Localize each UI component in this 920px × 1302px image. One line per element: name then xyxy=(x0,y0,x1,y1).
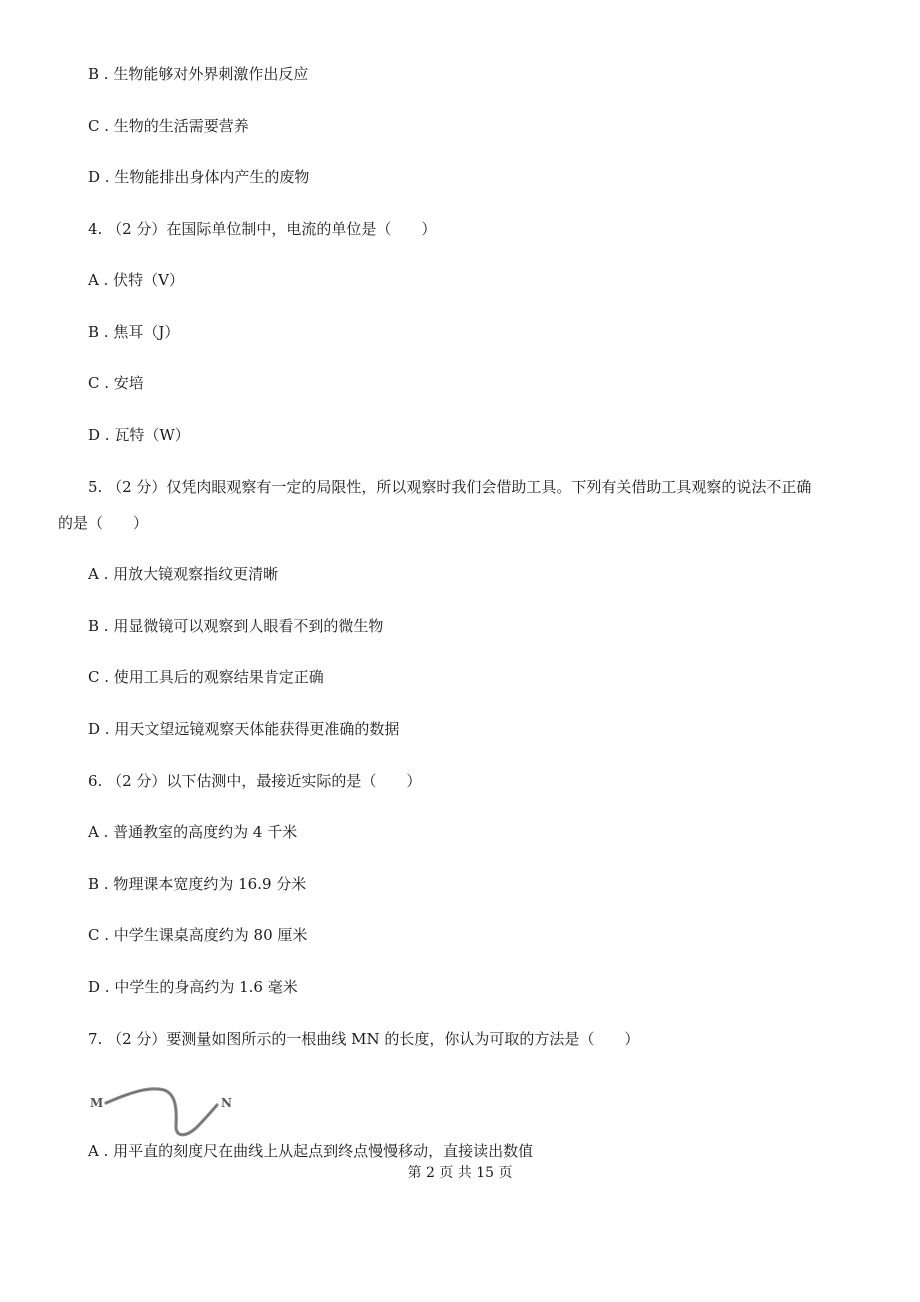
q5-option-a: A . 用放大镜观察指纹更清晰 xyxy=(88,565,279,583)
q6-option-a: A . 普通教室的高度约为 4 千米 xyxy=(88,823,298,841)
q7-option-a: A . 用平直的刻度尺在曲线上从起点到终点慢慢移动，直接读出数值 xyxy=(88,1142,534,1160)
label-n: N xyxy=(221,1096,232,1110)
q5-stem: 5. （2 分）仅凭肉眼观察有一定的局限性，所以观察时我们会借助工具。下列有关借助工具观察的说法不正确 xyxy=(88,478,812,496)
q4-option-a: A . 伏特（V） xyxy=(88,271,184,289)
q6-option-d: D . 中学生的身高约为 1.6 毫米 xyxy=(88,978,298,996)
curve-mn-figure xyxy=(84,1078,244,1140)
q5-option-c: C . 使用工具后的观察结果肯定正确 xyxy=(88,668,324,686)
q4-option-b: B . 焦耳（J） xyxy=(88,323,180,341)
q5-option-d: D . 用天文望远镜观察天体能获得更准确的数据 xyxy=(88,720,400,738)
q4-stem: 4. （2 分）在国际单位制中，电流的单位是（ ） xyxy=(88,220,437,238)
q6-stem: 6. （2 分）以下估测中，最接近实际的是（ ） xyxy=(88,772,422,790)
q6-option-b: B . 物理课本宽度约为 16.9 分米 xyxy=(88,875,307,893)
label-m: M xyxy=(90,1096,104,1110)
q4-option-d: D . 瓦特（W） xyxy=(88,426,190,444)
q7-stem: 7. （2 分）要测量如图所示的一根曲线 MN 的长度，你认为可取的方法是（ ） xyxy=(88,1030,640,1048)
q3-option-d: D . 生物能排出身体内产生的废物 xyxy=(88,168,310,186)
page-footer: 第 2 页 共 15 页 xyxy=(407,1165,513,1181)
q6-option-c: C . 中学生课桌高度约为 80 厘米 xyxy=(88,926,308,944)
q3-option-b: B . 生物能够对外界刺激作出反应 xyxy=(88,65,309,83)
q3-option-c: C . 生物的生活需要营养 xyxy=(88,117,249,135)
q5-option-b: B . 用显微镜可以观察到人眼看不到的微生物 xyxy=(88,617,384,635)
q4-option-c: C . 安培 xyxy=(88,374,144,392)
q5-stem-continued: 的是（ ） xyxy=(58,514,149,532)
